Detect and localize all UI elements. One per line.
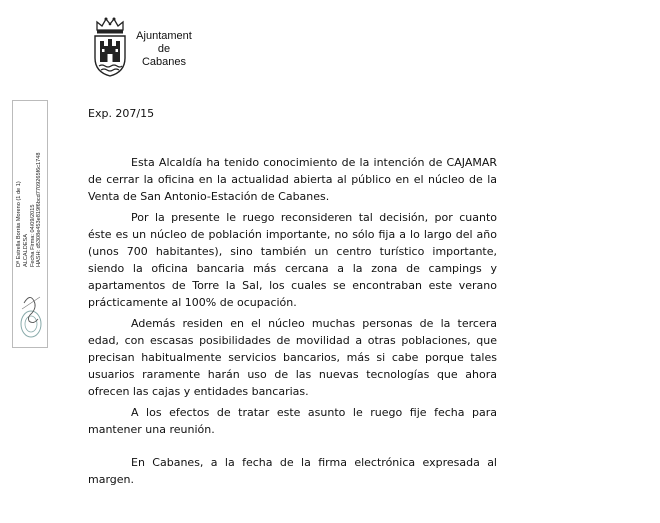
paragraph: A los efectos de tratar este asunto le ruego fije fecha para mantener una reunión.	[88, 406, 497, 436]
org-line: de	[157, 43, 171, 55]
org-line: Ajuntament	[136, 30, 192, 42]
signature-line: HASH: d5308e453e819f6bcd7709265f6c1748	[36, 152, 43, 267]
signature-line: Fecha Firma: 04/09/2015	[29, 204, 36, 267]
paragraph: Además residen en el núcleo muchas personas de la tercera edad, con escasas posibilidades de movilidad a otras poblaciones, que precisan habitualmente servicios bancarios, más si cabe porque tales usuarios raramente harán uso de las nuevas tecnologías que ahora ofrecen las cajas y entidades bancarias.	[88, 317, 497, 398]
signature-line: Dª Estrella Borràs Moreno (1 de 1)	[16, 181, 22, 267]
letter-body	[88, 154, 497, 488]
org-line: Cabanes	[141, 56, 187, 68]
signature-seal-icon	[18, 291, 44, 341]
signature-line: ALCALDESA	[22, 234, 29, 267]
paragraph: Por la presente le ruego reconsideren tal decisión, por cuanto éste es un núcleo de población importante, no sólo fija a lo largo del año (unos 700 habitantes), sino también un centro turístico importante, siendo la oficina bancaria más cercana a la zona de campings y apartamentos de Torre la Sal, los cuales se encontraban este verano prácticamente al 100% de ocupación.	[88, 211, 497, 309]
organization-name	[134, 30, 194, 69]
paragraph: Esta Alcaldía ha tenido conocimiento de la intención de CAJAMAR de cerrar la oficina en la actualidad abierta al público en el núcleo de la Venta de San Antonio-Estación de Cabanes.	[88, 156, 497, 203]
signature-stamp	[12, 100, 48, 348]
coat-of-arms-icon	[91, 16, 129, 78]
closing-line: En Cabanes, a la fecha de la firma electrónica expresada al margen.	[88, 456, 497, 486]
signature-text	[16, 107, 46, 267]
file-reference: Exp. 207/15	[88, 107, 155, 120]
